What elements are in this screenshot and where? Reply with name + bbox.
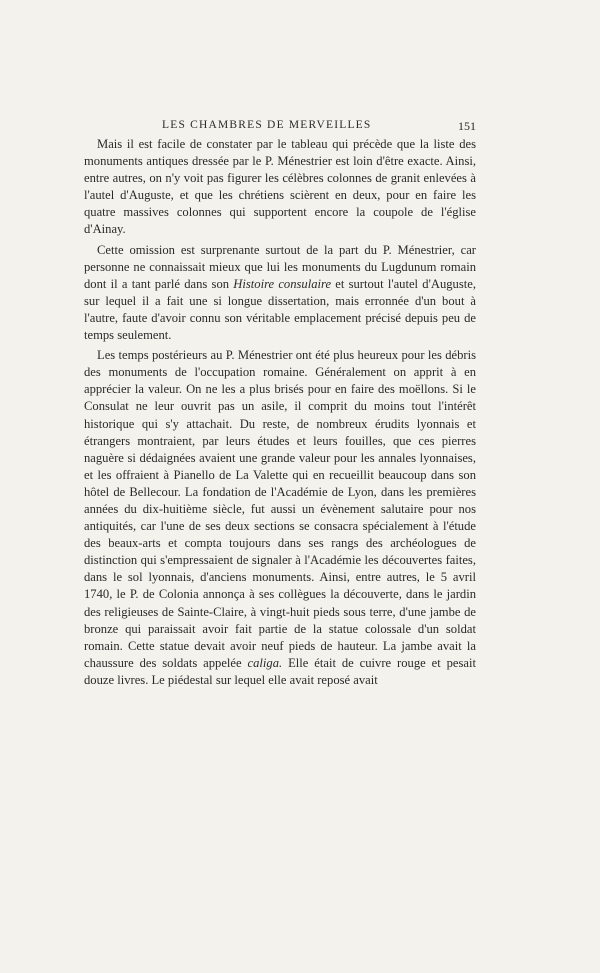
italic-title: Histoire consulaire: [233, 276, 332, 291]
body-text: [84, 136, 476, 689]
running-title: LES CHAMBRES DE MERVEILLES: [162, 119, 372, 131]
page-number: 151: [458, 119, 476, 133]
paragraph-3: Les temps postérieurs au P. Ménestrier ont été plus heureux pour les débris des monuments de l'occupation romaine. Généralement on apprit à en apprécier la valeur. On ne les a plus brisés pour en faire des moëllons. Si le Consulat ne leur ouvrit pas un asile, il comprit du moins tout l'intérêt historique qui s'y attachait. Du reste, de nombreux érudits lyonnais et étrangers montraient, par leurs études et leurs fouilles, que ces pierres naguère si dédaignées avaient une grande valeur pour les annales lyonnaises, et les offraient à Pianello de La Valette qui en recueillit beaucoup dans son hôtel de Bellecour. La fondation de l'Académie de Lyon, dans les premières années du dix-huitième siècle, fut aussi un évènement salutaire pour nos antiquités, car l'une de ses deux sections se consacra spécialement à l'étude des beaux-arts et compta toujours dans ses rangs des archéologues de distinction qui s'empressaient de signaler à l'Académie les découvertes faites, dans le sol lyonnais, d'anciens monuments. Ainsi, entre autres, le 5 avril 1740, le P. de Colonia annonça à ses collègues la découverte, dans le jardin des religieuses de Sainte-Claire, à vingt-huit pieds sous terre, d'une jambe de bronze qui paraissait avoir fait partie de la statue colossale d'un soldat romain. Cette statue devait avoir neuf pieds de hauteur. La jambe avait la chaussure des soldats appelée caliga. Elle était de cuivre rouge et pesait douze livres. Le piédestal sur lequel elle avait reposé avait: [84, 348, 476, 687]
italic-term: caliga.: [247, 655, 283, 670]
paragraph-1: Mais il est facile de constater par le tableau qui précède que la liste des monuments antiques dressée par le P. Ménestrier est loin d'être exacte. Ainsi, entre autres, on n'y voit pas figurer les célèbres colonnes de granit enlevées à l'autel d'Auguste, et que les chrétiens scièrent en deux, pour en faire les quatre massives colonnes qui supportent encore la coupole de l'église d'Ainay.: [84, 137, 476, 237]
paragraph-2: Cette omission est surprenante surtout de la part du P. Ménestrier, car personne ne connaissait mieux que lui les monuments du Lugdunum romain dont il a tant parlé dans son Histoire consulaire et surtout l'autel d'Auguste, sur lequel il a fait une si longue dissertation, mais erronnée d'un bout à l'autre, faute d'avoir connu son véritable emplacement précisé depuis peu de temps seulement.: [84, 242, 476, 343]
running-header: [84, 119, 476, 135]
